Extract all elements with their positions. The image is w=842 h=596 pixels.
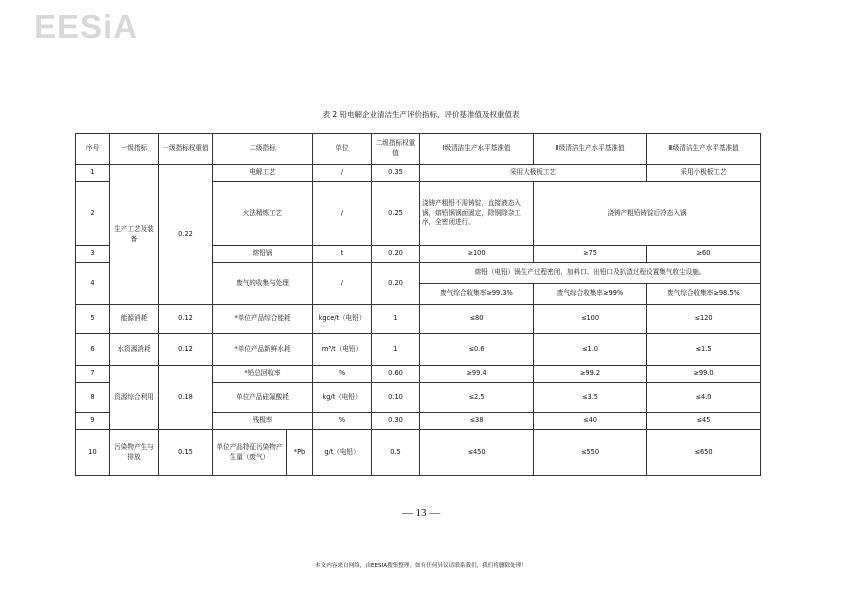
- row-seq: 10: [76, 430, 110, 476]
- row-seq: 1: [76, 165, 110, 182]
- level1-value: ≤38: [420, 413, 534, 430]
- weight-cell: 0.30: [372, 413, 420, 430]
- level1-value: 废气综合收集率≥99.3%: [420, 284, 534, 305]
- level2-value: 废气综合收集率≥99%: [534, 284, 647, 305]
- group-name: 水资源消耗: [110, 334, 159, 366]
- level3-value: ≤4.0: [647, 383, 761, 413]
- table-row: [76, 165, 761, 182]
- row-seq: 9: [76, 413, 110, 430]
- table-row: [76, 305, 761, 334]
- header-level2: Ⅱ级清洁生产水平基准值: [534, 134, 647, 165]
- header-second-weight: 二级指标权重值: [372, 134, 420, 165]
- weight-cell: 0.20: [372, 263, 420, 305]
- unit-cell: %: [313, 366, 372, 383]
- level1-value: ≤450: [420, 430, 534, 476]
- unit-cell: %: [313, 413, 372, 430]
- indicator-name: 熔铅锅: [213, 246, 313, 263]
- header-first-indicator: 一级指标: [110, 134, 159, 165]
- level1-value: ≤80: [420, 305, 534, 334]
- indicator-name: 单位产品硅氟酸耗: [213, 383, 313, 413]
- row-seq: 8: [76, 383, 110, 413]
- header-first-weight: 一级指标权重值: [159, 134, 213, 165]
- indicator-name: 残极率: [213, 413, 313, 430]
- weight-cell: 1: [372, 305, 420, 334]
- level2-value: ≤40: [534, 413, 647, 430]
- level-all-value: 熔铅（电铅）锅生产过程密闭，加料口、出铅口及扒渣过程设置集气收尘设施。: [420, 263, 761, 284]
- level1-value: ≥100: [420, 246, 534, 263]
- weight-cell: 0.60: [372, 366, 420, 383]
- level2-value: ≥75: [534, 246, 647, 263]
- indicator-name: 废气的收集与处理: [213, 263, 313, 305]
- unit-cell: /: [313, 263, 372, 305]
- group-name: 能源消耗: [110, 305, 159, 334]
- group-weight: 0.18: [159, 366, 213, 430]
- weight-cell: 0.5: [372, 430, 420, 476]
- header-level3: Ⅲ级清洁生产水平基准值: [647, 134, 761, 165]
- level3-value: ≤650: [647, 430, 761, 476]
- weight-cell: 0.25: [372, 182, 420, 246]
- group-weight: 0.12: [159, 305, 213, 334]
- row-seq: 4: [76, 263, 110, 305]
- level2-value: ≤1.0: [534, 334, 647, 366]
- level2-value: ≤100: [534, 305, 647, 334]
- level3-value: ≥99.0: [647, 366, 761, 383]
- level2-value: ≥99.2: [534, 366, 647, 383]
- weight-cell: 0.35: [372, 165, 420, 182]
- watermark-logo: EESiA: [34, 8, 139, 45]
- level1-value: ≤2.5: [420, 383, 534, 413]
- unit-cell: g/t（电铅）: [313, 430, 372, 476]
- disclaimer-text: 本文内容来自网络，由EESIA搜集整理，如有任何异议请联系我们，我们将删除处理！: [315, 563, 527, 569]
- group-weight: 0.22: [159, 165, 213, 305]
- evaluation-table: [75, 133, 761, 476]
- level1-value: ≤0.6: [420, 334, 534, 366]
- level3-value: 废气综合收集率≥98.5%: [647, 284, 761, 305]
- indicator-name: 火法精炼工艺: [213, 182, 313, 246]
- level3-value: ≤1.5: [647, 334, 761, 366]
- indicator-name: *铅总回收率: [213, 366, 313, 383]
- table-header-row: [76, 134, 761, 165]
- weight-cell: 0.20: [372, 246, 420, 263]
- page-number: — 13 —: [401, 507, 441, 519]
- group-name: 污染物产生与排放: [110, 430, 159, 476]
- indicator-name: *单位产品综合能耗: [213, 305, 313, 334]
- unit-cell: /: [313, 182, 372, 246]
- header-second-indicator: 二级指标: [213, 134, 313, 165]
- level12-value: 采用大极板工艺: [420, 165, 647, 182]
- level3-value: ≤45: [647, 413, 761, 430]
- table-row: [76, 430, 761, 476]
- indicator-sub-name: *Pb: [287, 430, 313, 476]
- level1-value: ≥99.4: [420, 366, 534, 383]
- unit-cell: /: [313, 165, 372, 182]
- indicator-name: 电解工艺: [213, 165, 313, 182]
- row-seq: 5: [76, 305, 110, 334]
- table-title: 表 2 铅电解企业清洁生产评价指标，评价基准值及权重值表: [322, 110, 520, 119]
- group-name: 生产工艺及装备: [110, 165, 159, 305]
- group-weight: 0.12: [159, 334, 213, 366]
- indicator-name: *单位产品新鲜水耗: [213, 334, 313, 366]
- header-unit: 单位: [313, 134, 372, 165]
- level1-value: 浇铸产粗铅不需铸锭，直接液态入锅，熔铅锅锅面固定，除铜除杂工序，全密闭进行。: [420, 182, 534, 246]
- row-seq: 3: [76, 246, 110, 263]
- level2-value: ≤3.5: [534, 383, 647, 413]
- header-seq: 序号: [76, 134, 110, 165]
- level23-value: 浇铸产粗铅铸锭后冷态入锅: [534, 182, 761, 246]
- unit-cell: t: [313, 246, 372, 263]
- table-row: [76, 366, 761, 383]
- unit-cell: m³/t（电铅）: [313, 334, 372, 366]
- unit-cell: kgce/t（电铅）: [313, 305, 372, 334]
- level3-value: 采用小极板工艺: [647, 165, 761, 182]
- weight-cell: 0.10: [372, 383, 420, 413]
- level3-value: ≥60: [647, 246, 761, 263]
- weight-cell: 1: [372, 334, 420, 366]
- level2-value: ≤550: [534, 430, 647, 476]
- row-seq: 2: [76, 182, 110, 246]
- header-level1: Ⅰ级清洁生产水平基准值: [420, 134, 534, 165]
- table-row: [76, 334, 761, 366]
- indicator-name: 单位产品特征污染物产生量（废气）: [213, 430, 287, 476]
- unit-cell: kg/t（电铅）: [313, 383, 372, 413]
- group-weight: 0.15: [159, 430, 213, 476]
- group-name: 资源综合利用: [110, 366, 159, 430]
- row-seq: 6: [76, 334, 110, 366]
- row-seq: 7: [76, 366, 110, 383]
- level3-value: ≤120: [647, 305, 761, 334]
